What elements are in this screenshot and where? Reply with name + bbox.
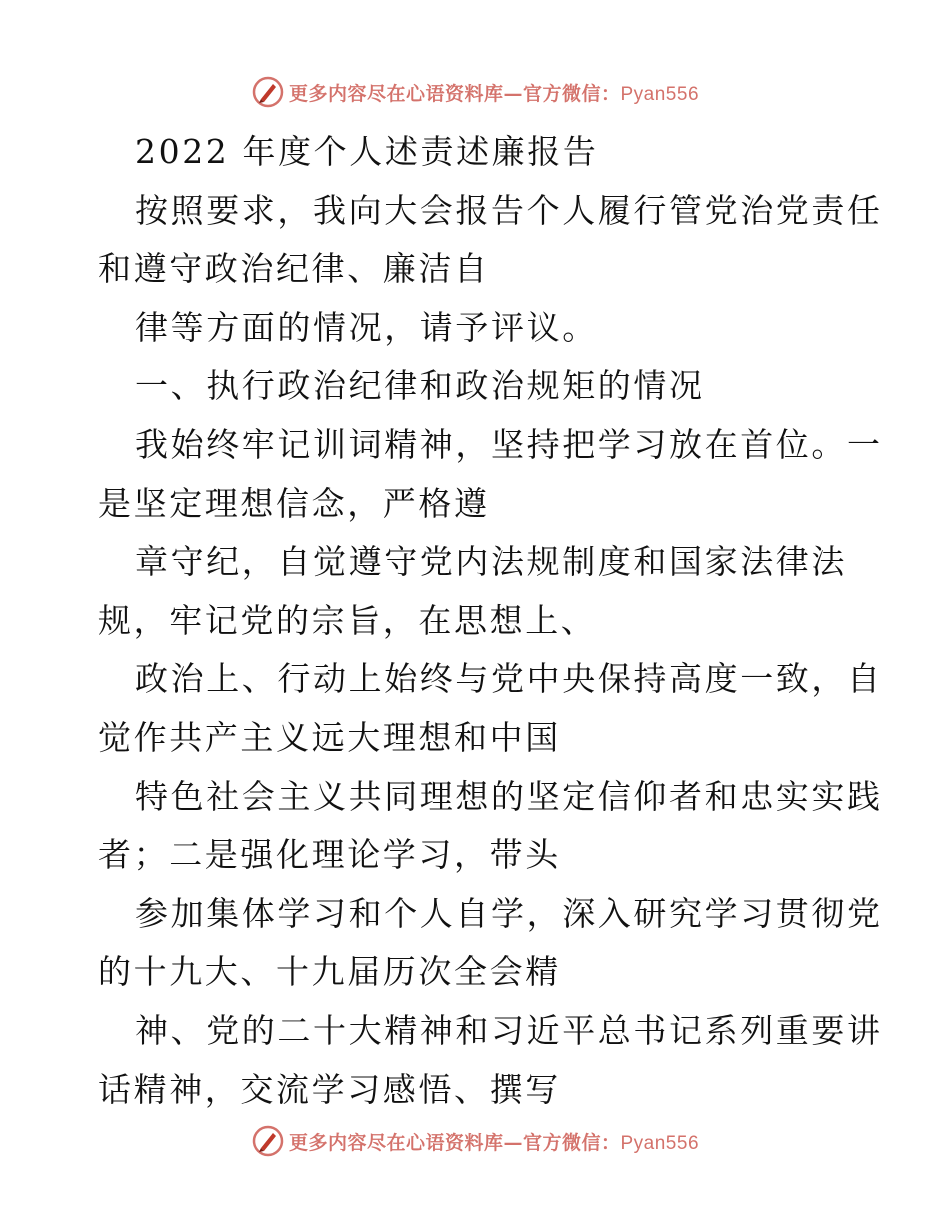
text-line: 律等方面的情况，请予评议。 bbox=[135, 307, 598, 347]
text-line: 一、执行政治纪律和政治规矩的情况 bbox=[135, 366, 705, 406]
pen-nib-icon bbox=[251, 1124, 285, 1158]
text-line: 特色社会主义共同理想的坚定信仰者和忠实实践 bbox=[135, 776, 883, 816]
footer-watermark bbox=[0, 1121, 950, 1161]
text-line: 规，牢记党的宗旨，在思想上、 bbox=[98, 600, 597, 640]
text-line: 和遵守政治纪律、廉洁自 bbox=[98, 249, 490, 289]
text-line: 按照要求，我向大会报告个人履行管党治党责任 bbox=[135, 190, 883, 230]
header-watermark bbox=[0, 72, 950, 112]
text-line: 神、党的二十大精神和习近平总书记系列重要讲 bbox=[135, 1010, 883, 1050]
watermark-handle: Pyan556 bbox=[620, 1132, 700, 1154]
text-line: 是坚定理想信念，严格遵 bbox=[98, 483, 490, 523]
text-line: 的十九大、十九届历次全会精 bbox=[98, 952, 561, 992]
watermark-text: 更多内容尽在心语资料库—官方微信： bbox=[288, 82, 621, 105]
text-line: 参加集体学习和个人自学，深入研究学习贯彻党 bbox=[135, 893, 883, 933]
pen-nib-icon bbox=[251, 75, 285, 109]
watermark-handle: Pyan556 bbox=[620, 83, 700, 105]
text-line: 章守纪，自觉遵守党内法规制度和国家法律法 bbox=[135, 542, 847, 582]
text-line: 2022 年度个人述责述廉报告 bbox=[135, 132, 599, 171]
text-line: 觉作共产主义远大理想和中国 bbox=[98, 717, 561, 757]
watermark-text: 更多内容尽在心语资料库—官方微信： bbox=[288, 1131, 621, 1154]
text-line: 话精神，交流学习感悟、撰写 bbox=[98, 1069, 561, 1109]
text-line: 我始终牢记训词精神，坚持把学习放在首位。一 bbox=[135, 424, 883, 464]
document-body bbox=[98, 123, 883, 1119]
text-line: 者；二是强化理论学习，带头 bbox=[98, 835, 561, 875]
text-line: 政治上、行动上始终与党中央保持高度一致，自 bbox=[135, 659, 883, 699]
